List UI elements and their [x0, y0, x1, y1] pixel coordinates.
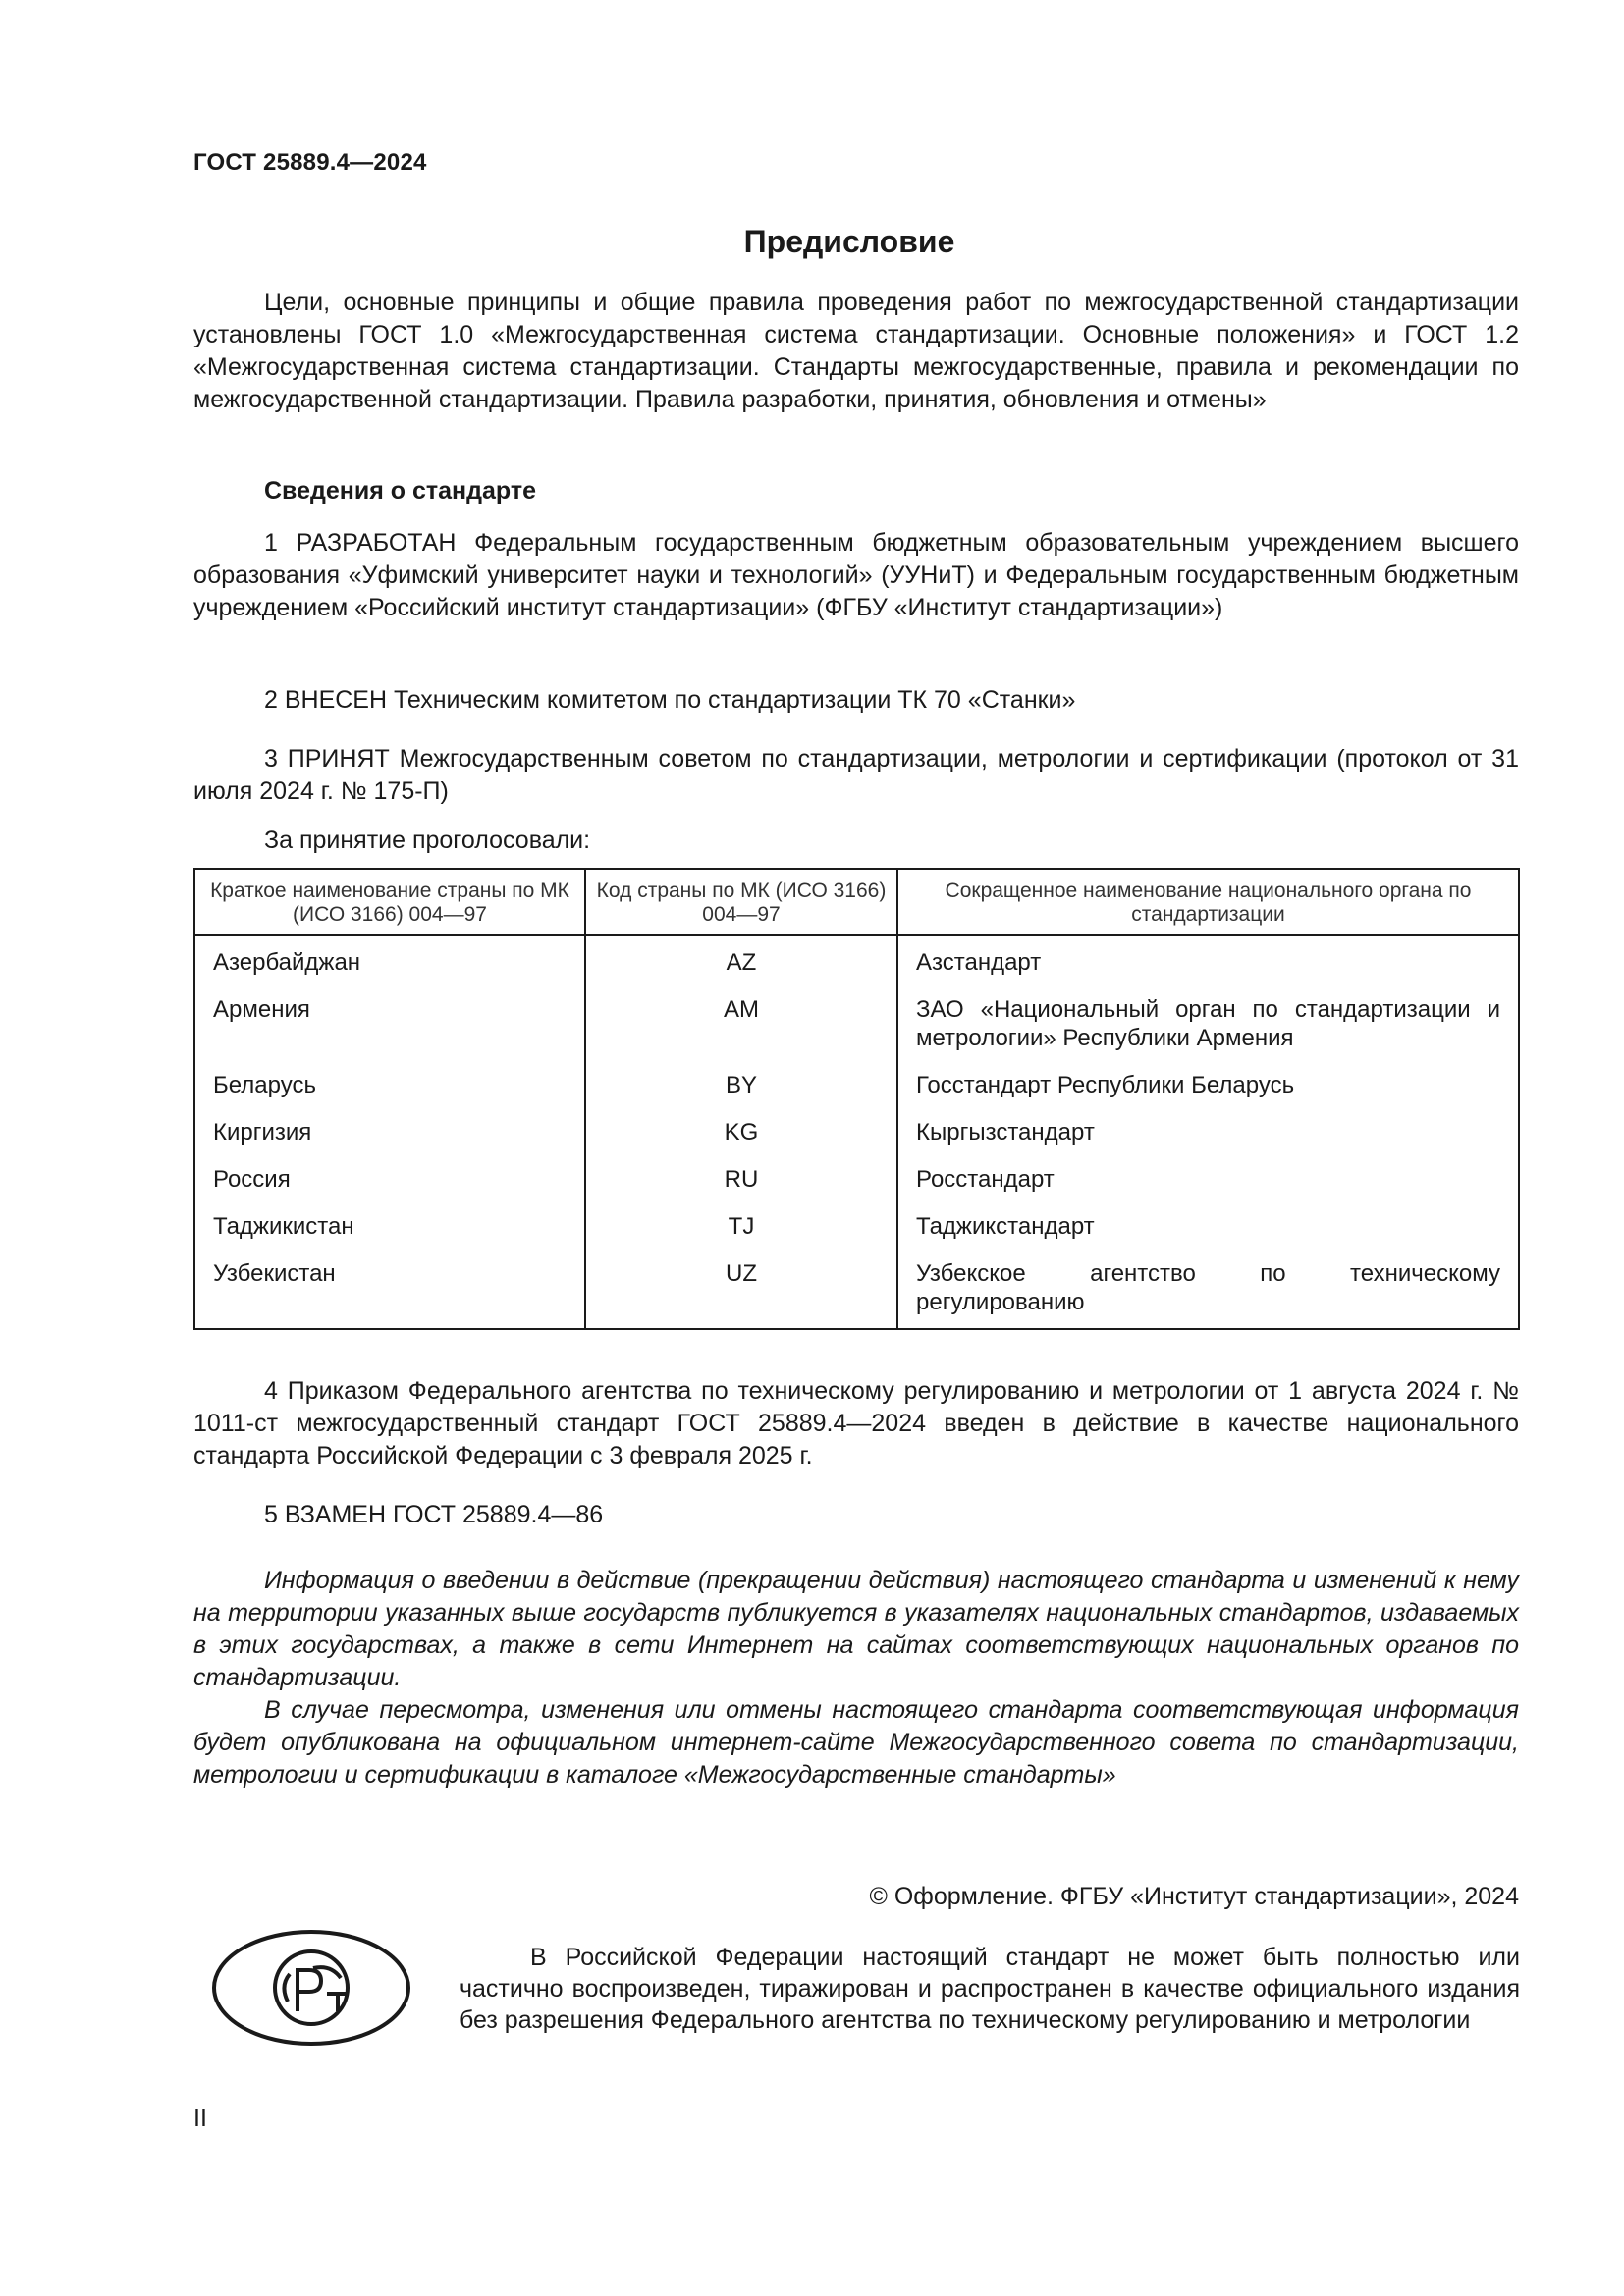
item-2: 2 ВНЕСЕН Техническим комитетом по стандартизации ТК 70 «Станки»: [264, 686, 1076, 714]
cell-code: BY: [585, 1061, 897, 1108]
col-header-body: Сокращенное наименование национального органа по стандартизации: [897, 869, 1519, 935]
italic-paragraph-2: В случае пересмотра, изменения или отмены настоящего стандарта соответствующая информация будет опубликована на официальном интернет-сайте Межгосударственного совета по стандартизации, метрологии и сертификации в каталоге «Межгосударственные стандарты»: [193, 1696, 1519, 1789]
info-heading-block: [193, 475, 1519, 507]
item-4-block: [193, 1375, 1519, 1472]
cell-body: Азстандарт: [897, 935, 1519, 986]
table-row: [194, 1155, 1519, 1202]
table-row: [194, 1202, 1519, 1250]
copyright-notice: [460, 1942, 1520, 2036]
cell-country: Россия: [213, 1166, 291, 1193]
col-header-code: Код страны по МК (ИСО 3166) 004—97: [585, 869, 897, 935]
item-2-block: [193, 684, 1519, 717]
table-row: [194, 1108, 1519, 1155]
page-number: II: [193, 2105, 207, 2132]
document-header: ГОСТ 25889.4—2024: [193, 149, 427, 176]
item-5: 5 ВЗАМЕН ГОСТ 25889.4—86: [264, 1501, 604, 1528]
info-notice-block: [193, 1565, 1519, 1791]
item-1-block: [193, 527, 1519, 624]
table-header-row: [194, 869, 1519, 935]
item-3: 3 ПРИНЯТ Межгосударственным советом по стандартизации, метрологии и сертификации (протокол от 31 июля 2024 г. № 175-П): [193, 745, 1519, 805]
cell-code: TJ: [585, 1202, 897, 1250]
cell-body: Госстандарт Республики Беларусь: [897, 1061, 1519, 1108]
italic-paragraph-1: Информация о введении в действие (прекращении действия) настоящего стандарта и изменений к нему на территории указанных выше государств публикуется в указателях национальных стандартов, издаваемых в этих государствах, а также в сети Интернет на сайтах соответствующих национальных органов по стандартизации.: [193, 1567, 1519, 1691]
cell-body: Кыргызстандарт: [897, 1108, 1519, 1155]
voted-label: За принятие проголосовали:: [264, 827, 591, 854]
table-row: [194, 1250, 1519, 1329]
item-3-block: [193, 743, 1519, 808]
item-5-block: [193, 1499, 1519, 1531]
cell-code: KG: [585, 1108, 897, 1155]
cell-code: AM: [585, 986, 897, 1061]
item-4: 4 Приказом Федерального агентства по техническому регулированию и метрологии от 1 августа 2024 г. № 1011-ст межгосударственный стандарт ГОСТ 25889.4—2024 введен в действие в качестве национального стандарта Российской Федерации с 3 февраля 2025 г.: [193, 1377, 1519, 1469]
cell-code: UZ: [585, 1250, 897, 1329]
cell-country: Таджикистан: [213, 1213, 354, 1240]
copyright-line: © Оформление. ФГБУ «Институт стандартизации», 2024: [869, 1883, 1519, 1910]
table-row: [194, 986, 1519, 1061]
cell-body: ЗАО «Национальный орган по стандартизации и метрологии» Республики Армения: [897, 986, 1519, 1061]
rst-logo-icon: [211, 1929, 412, 2047]
intro-text: Цели, основные принципы и общие правила проведения работ по межгосударственной стандартизации установлены ГОСТ 1.0 «Межгосударственная система стандартизации. Основные положения» и ГОСТ 1.2 «Межгосударственная система стандартизации. Стандарты межгосударственные, правила и рекомендации по межгосударственной стандартизации. Правила разработки, принятия, обновления и отмены»: [193, 289, 1519, 413]
cell-country: Беларусь: [213, 1072, 316, 1098]
item-1: 1 РАЗРАБОТАН Федеральным государственным бюджетным образовательным учреждением высшего образования «Уфимский университет науки и технологий» (УУНиТ) и Федеральным государственным бюджетным учреждением «Российский институт стандартизации» (ФГБУ «Институт стандартизации»): [193, 529, 1519, 621]
cell-body: Росстандарт: [897, 1155, 1519, 1202]
cell-country: Киргизия: [213, 1119, 312, 1146]
col-header-country: Краткое наименование страны по МК (ИСО 3166) 004—97: [194, 869, 585, 935]
table-row: [194, 935, 1519, 986]
page-title: Предисловие: [743, 224, 955, 259]
voting-table: [193, 868, 1520, 1330]
notice-text: В Российской Федерации настоящий стандарт не может быть полностью или частично воспроизведен, тиражирован и распространен в качестве официального издания без разрешения Федерального агентства по техническому регулированию и метрологии: [460, 1944, 1520, 2034]
cell-body: Таджикстандарт: [897, 1202, 1519, 1250]
cell-code: AZ: [585, 935, 897, 986]
cell-country: Узбекистан: [213, 1260, 336, 1287]
cell-code: RU: [585, 1155, 897, 1202]
intro-paragraph: [193, 287, 1519, 416]
cell-country: Армения: [213, 996, 310, 1023]
table-row: [194, 1061, 1519, 1108]
info-heading: Сведения о стандарте: [264, 477, 537, 505]
cell-body: Узбекское агентство по техническому регулированию: [897, 1250, 1519, 1329]
cell-country: Азербайджан: [213, 949, 361, 976]
voted-label-block: [193, 825, 1519, 857]
